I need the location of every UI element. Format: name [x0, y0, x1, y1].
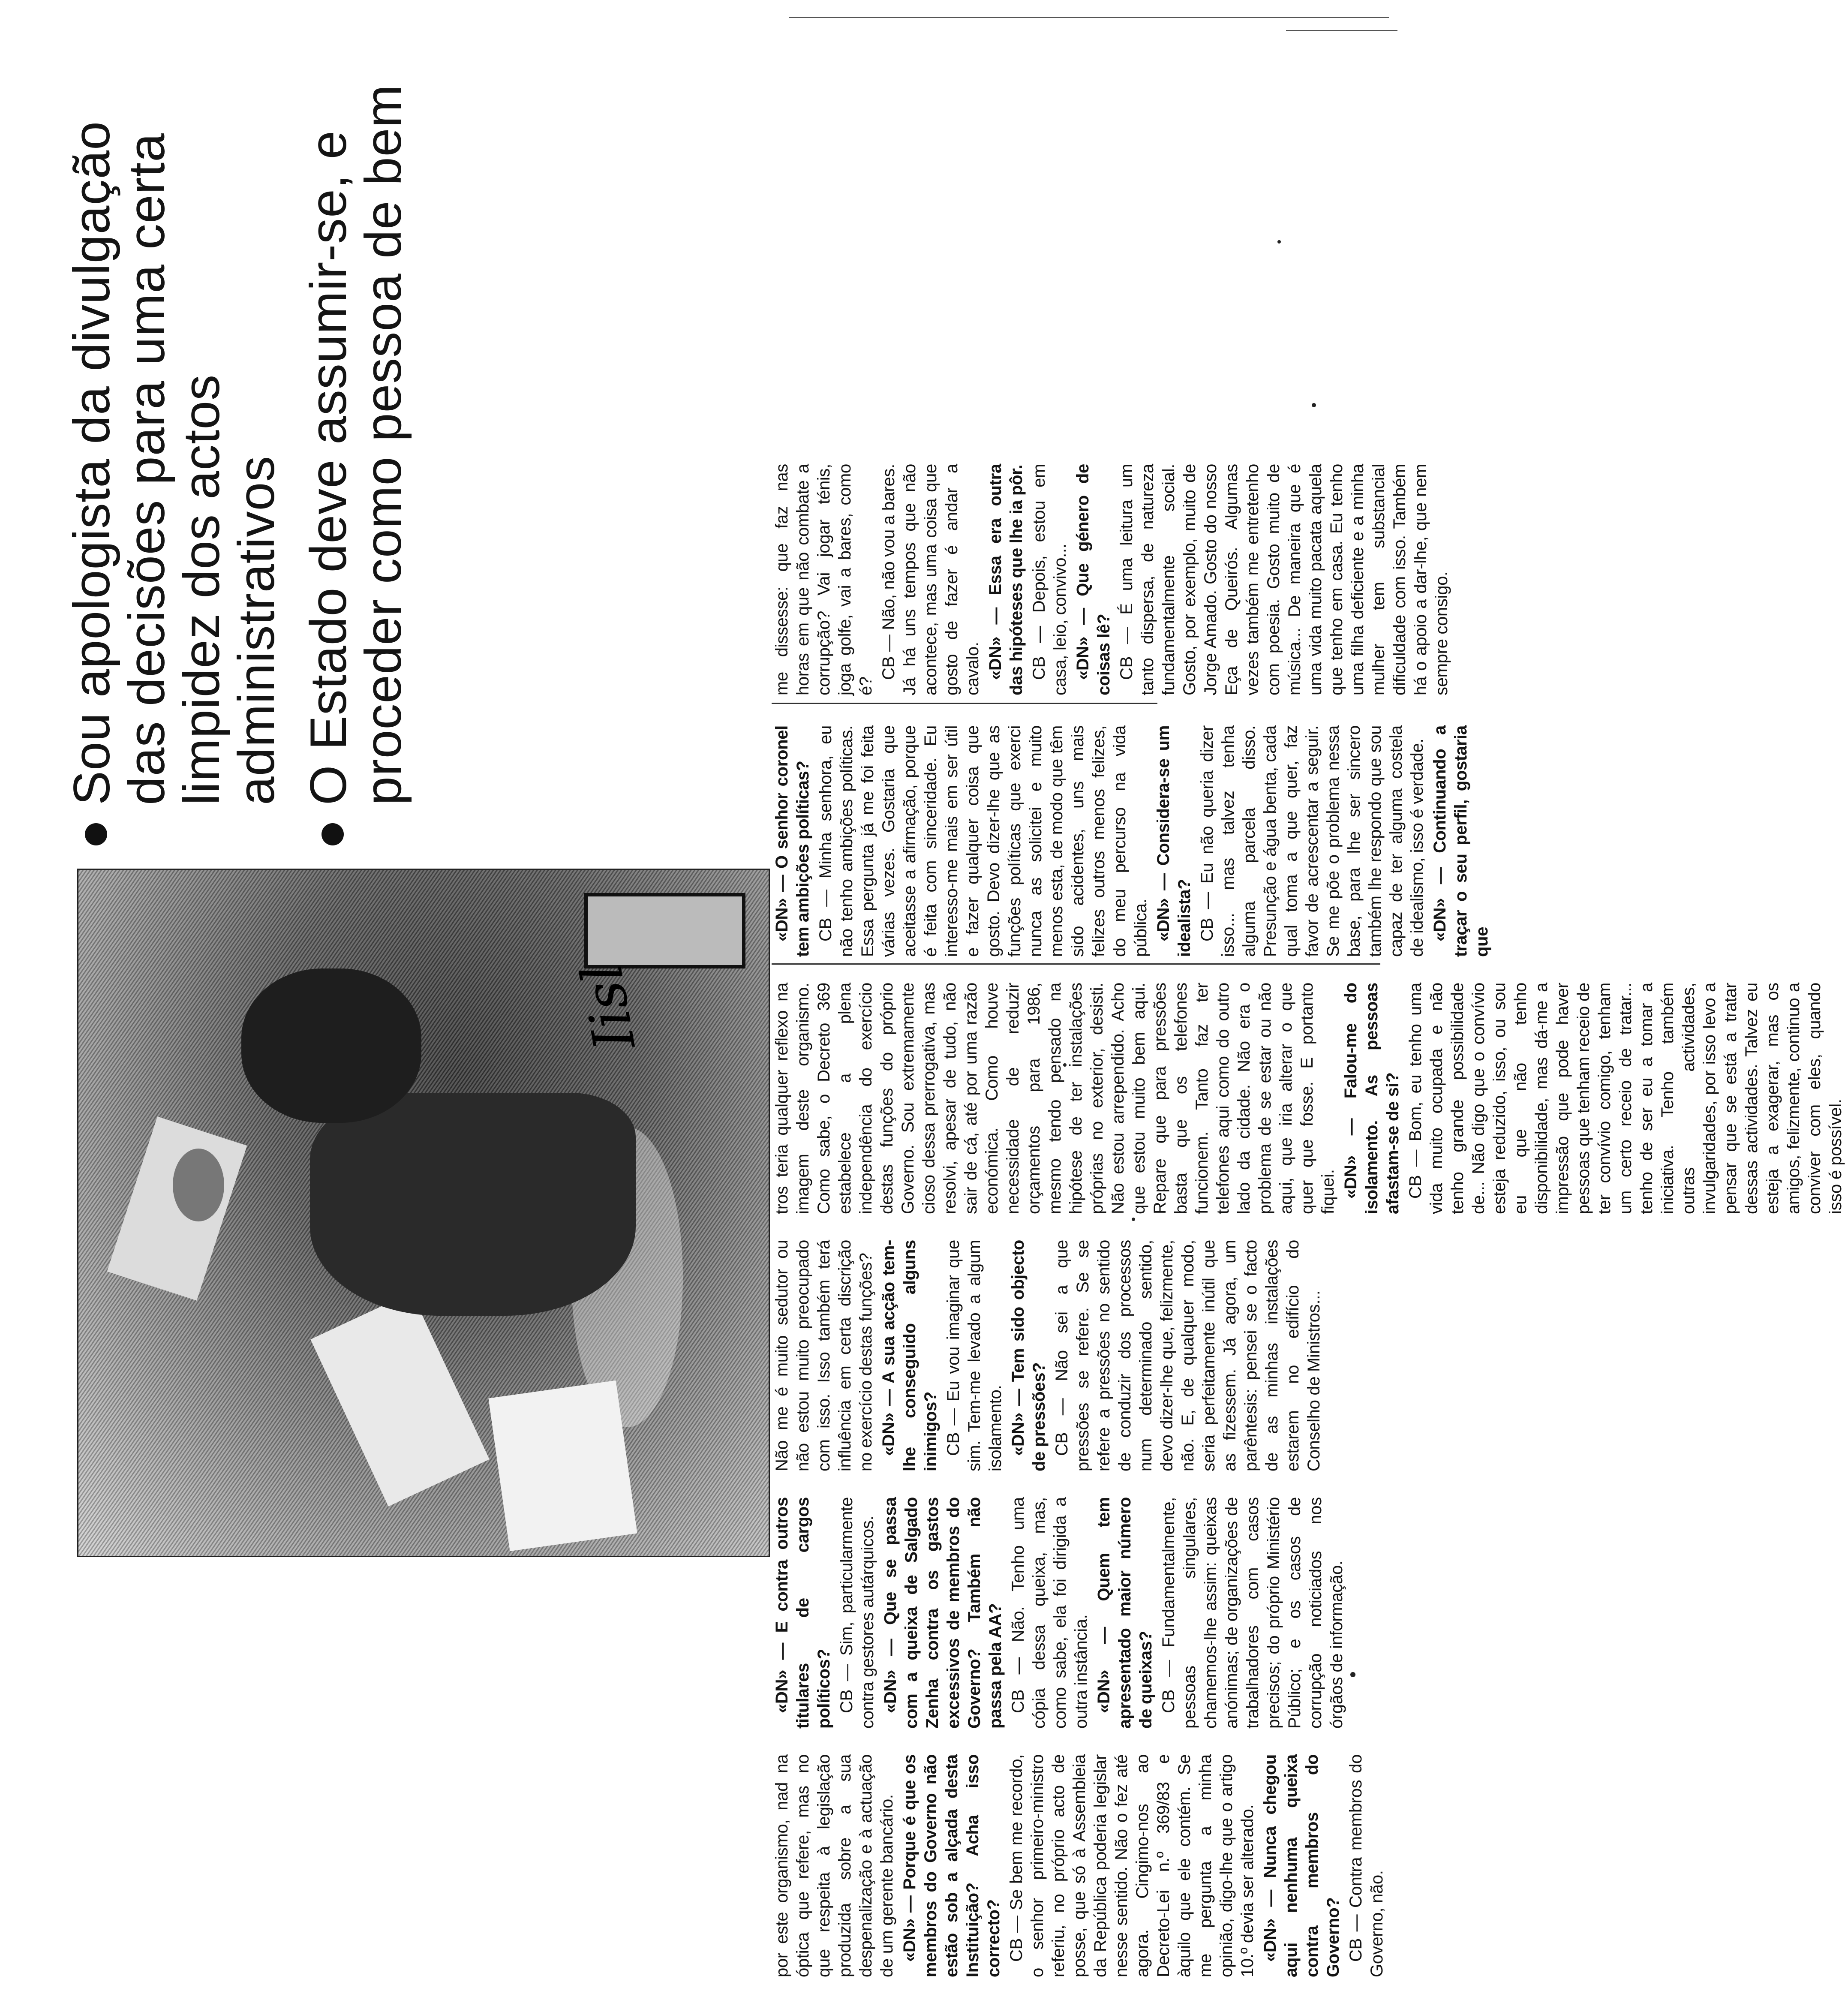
interview-paragraph: CB — Contra membros do Governo, não. — [1346, 1754, 1386, 1977]
interview-question: «DN» — Considera-se um idealista? — [1154, 725, 1194, 957]
interview-question: «DN» — E contra outros titulares de cargos políticos? — [772, 1497, 833, 1729]
photo-wall-frame — [584, 893, 745, 968]
bullet-icon — [322, 823, 344, 845]
article-column-5 — [772, 725, 1494, 957]
interview-question: «DN» — Falou-me do isolamento. As pessoas afastam-se de si? — [1341, 983, 1402, 1214]
interview-paragraph: CB — Se bem me recordo, o senhor primeiro-ministro referiu, no próprio acto de posse, que só à Assembleia da República poderia legislar nesse sentido. Não o fez até agora. Cingimo-nos ao Decreto-Lei n.º 369/83 e àquilo que ele contém. Se me pergunta a minha opinião, digo-lhe que o artigo 10.º devia ser alterado. — [1007, 1754, 1257, 1977]
interview-paragraph: CB — Eu não queria dizer isso... mas talvez tenha alguma parcela disso. Presunção e água benta, cada qual toma a que quer, faz favor de acrescentar a seguir. Se me põe o problema nessa base, para lhe ser sincero também lhe respondo que sou capaz de ter alguma costela de idealismo, isso é verdade. — [1198, 725, 1427, 957]
photo-subject-hand — [173, 1149, 224, 1221]
interview-question: «DN» — O senhor coronel tem ambições políticas? — [772, 725, 812, 957]
headline-text: Sou apologista da divulgação das decisões para uma certa limpidez dos actos administrativos — [63, 121, 285, 805]
interview-question: «DN» — Nunca chegou aqui nenhuma queixa contra membros do Governo? — [1261, 1754, 1343, 1977]
headline-item — [301, 22, 411, 845]
interview-photo — [77, 869, 770, 1557]
photo-desk-papers — [310, 1292, 489, 1507]
photo-desk-papers — [107, 1116, 247, 1300]
interview-paragraph: por este organismo, nad na óptica que refere, mas no que respeita à legislação produzida sobre a sua despenalização e à actuação de um gerente bancário. — [772, 1754, 896, 1977]
interview-paragraph: CB — Fundamentalmente, pessoas singulares, chamemos-lhe assim: queixas anónimas; de organizações de trabalhadores com casos precisos; do próprio Ministério Público; e os casos de corrupção noticiados nos órgãos de informação. — [1159, 1497, 1346, 1729]
article-column-4 — [772, 983, 1848, 1214]
interview-question: «DN» — Que género de coisas lê? — [1073, 464, 1113, 695]
interview-question: «DN» — A sua acção tem-lhe conseguido alguns inimigos? — [879, 1240, 940, 1471]
interview-question: «DN» — Porque é que os membros do Governo não estão sob a alçada desta Instituição? Acha isso correcto? — [900, 1754, 1003, 1977]
column-rule — [772, 963, 1380, 965]
interview-paragraph: tros teria qualquer reflexo na imagem deste organismo. Como sabe, o Decreto 369 estabelece a plena independência do exercício destas funções do próprio Governo. Sou extremamente cioso dessa prerrogativa, mas resolvi, apesar de tudo, não sair de cá, até por uma razão económica. Como houve necessidade de reduzir orçamentos para 1986, mesmo tendo pensado na hipótese de ter instalações próprias no exterior, desisti. Não estou arrependido. Acho que estou muito bem aqui. Repare que para pressões basta que os telefones funcionem. Tanto faz ter telefones aqui como do outro lado da cidade. Não era o problema de se estar ou não aqui, que iria alterar o que quer que fosse. E portanto fiquei. — [772, 983, 1337, 1214]
interview-paragraph: Não me é muito sedutor ou não estou muito preocupado com isso. Isso também terá influência em certa discrição no exercício destas funções? — [772, 1240, 875, 1471]
interview-paragraph: CB — Minha senhora, eu não tenho ambições políticas. Essa pergunta já me foi feita várias vezes. Gostaria que aceitasse a afirmação, porque é feita com sinceridade. Eu interesso-me mais em ser útil e fazer qualquer coisa que gosto. Devo dizer-lhe que as funções políticas que exerci nunca as solicitei e muito menos esta, de modo que têm sido acidentes, uns mais felizes outros menos felizes, do meu percurso na vida pública. — [816, 725, 1150, 957]
interview-paragraph: me dissesse: que faz nas horas em que não combate a corrupção? Vai jogar ténis, joga golfe, vai a bares, como é? — [772, 464, 875, 695]
column-rule — [772, 703, 1157, 704]
bullet-icon — [85, 823, 107, 845]
headline-text: O Estado deve assumir-se, e proceder como pessoa de bem — [300, 84, 412, 805]
interview-paragraph: CB — Bom, eu tenho uma vida muito ocupada e não tenho grande possibilidade de... Não digo que o convívio esteja reduzido, isso, ou sou eu que não tenho disponibilidade, mas dá-me a impressão que pode haver pessoas que tenham receio de ter convívio comigo, tenham um certo receio de tratar... tenho de ser eu a tomar a iniciativa. Tenho também outras actividades, invulgaridades, por isso levo a pensar que se está a tratar dessas actividades. Talvez eu esteja a exagerar, mas os amigos, felizmente, continuo a conviver com eles, quando isso é possível. — [1406, 983, 1845, 1214]
interview-paragraph: CB — Sim, particularmente contra gestores autárquicos. — [837, 1497, 877, 1729]
photo-subject-head — [241, 968, 421, 1123]
interview-paragraph: CB — Não. Tenho uma cópia dessa queixa, mas, como sabe, ela foi dirigida a outra instância. — [1009, 1497, 1091, 1729]
article-column-6 — [772, 464, 1454, 695]
interview-paragraph: CB — Depois, estou em casa, leio, convivo... — [1030, 464, 1070, 695]
interview-paragraph: CB — Eu vou imaginar que sim. Tem-me levado a algum isolamento. — [944, 1240, 1005, 1471]
headline-block — [64, 22, 428, 845]
photo-subject-body — [310, 1093, 636, 1316]
article-column-3 — [772, 1240, 1326, 1471]
interview-question: «DN» — Quem tem apresentado maior número de queixas? — [1094, 1497, 1155, 1729]
interview-question: «DN» — Essa era outra das hipóteses que lhe ia pôr. — [986, 464, 1026, 695]
headline-item — [64, 22, 284, 845]
interview-question: «DN» — Continuando a traçar o seu perfil, gostaria que — [1430, 725, 1491, 957]
article-column-2 — [772, 1497, 1349, 1729]
article-column-1 — [772, 1754, 1389, 1977]
interview-question: «DN» — Que se passa com a queixa de Salgado Zenha contra os gastos excessivos de membros do Governo? Também não passa pela AA? — [881, 1497, 1005, 1729]
interview-question: «DN» — Tem sido objecto de pressões? — [1009, 1240, 1049, 1471]
photo-desk-papers — [488, 1380, 637, 1551]
interview-paragraph: CB — Não, não vou a bares. Já há uns tempos que não acontece, mas uma coisa que gosto de fazer é andar a cavalo. — [879, 464, 982, 695]
photo-handwritten-mark: Iisl — [568, 959, 648, 1055]
interview-paragraph: CB — Não sei a que pressões se refere. Se se refere a pressões no sentido de conduzir dos processos num determinado sentido, devo dizer-lhe que, felizmente, não. E, de qualquer modo, seria perfeitamente inútil que as fizessem. Já agora, um parêntesis: pensei se o facto de as minhas instalações estarem no edifício do Conselho de Ministros... — [1052, 1240, 1323, 1471]
interview-paragraph: CB — É uma leitura um tanto dispersa, de natureza fundamentalmente social. Gosto, por exemplo, muito de Jorge Amado. Gosto do nosso Eça de Queirós. Algumas vezes também me entretenho com poesia. Gosto muito de música... De maneira que é uma vida muito pacata aquela que tenho em casa. Eu tenho uma filha deficiente e a minha mulher tem substancial dificuldade com isso. Também há o apoio a dar-lhe, que nem sempre consigo. — [1117, 464, 1451, 695]
